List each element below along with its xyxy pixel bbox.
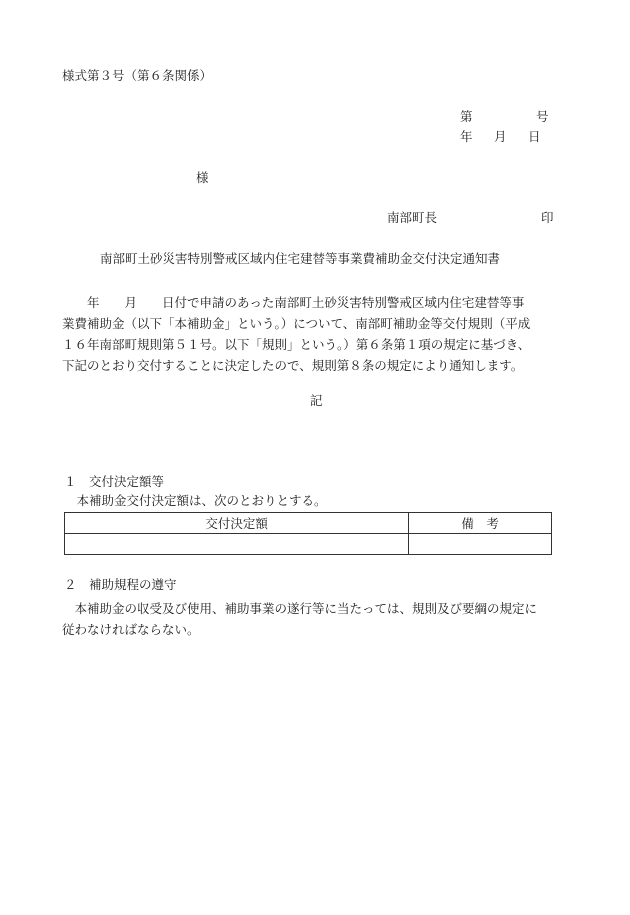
document-title: 南部町土砂災害特別警戒区域内住宅建替等事業費補助金交付決定通知書	[100, 251, 501, 266]
cell-remarks	[409, 534, 552, 555]
section2-text	[62, 598, 592, 640]
date-day-label: 日	[528, 129, 541, 144]
section1-heading: １ 交付決定額等	[64, 474, 165, 489]
document-number-suffix: 号	[536, 109, 549, 124]
section2-line: 従わなければならない。	[62, 622, 200, 637]
addressee-suffix: 様	[196, 170, 209, 185]
date-month-label: 月	[494, 129, 507, 144]
form-label: 様式第３号（第６条関係）	[62, 68, 213, 83]
table-header-row	[65, 513, 552, 534]
issuer-name: 南部町長	[387, 210, 438, 225]
body-line: 年 月 日付で申請のあった南部町土砂災害特別警戒区域内住宅建替等事	[62, 295, 525, 310]
table-row	[65, 534, 552, 555]
document-number-prefix: 第	[460, 109, 473, 124]
ki-heading: 記	[310, 393, 323, 408]
column-header-remarks: 備 考	[409, 513, 552, 534]
body-paragraph	[62, 292, 582, 376]
body-line: １６年南部町規則第５１号。以下「規則」という。）第６条第１項の規定に基づき、	[62, 337, 531, 352]
section2-heading: ２ 補助規程の遵守	[64, 577, 177, 592]
date-year-label: 年	[460, 129, 473, 144]
seal-mark: 印	[541, 210, 554, 225]
body-line: 下記のとおり交付することに決定したので、規則第８条の規定により通知します。	[62, 358, 524, 373]
cell-amount	[65, 534, 409, 555]
section1-text: 本補助金交付決定額は、次のとおりとする。	[64, 493, 327, 508]
column-header-amount: 交付決定額	[65, 513, 409, 534]
section2-line: 本補助金の収受及び使用、補助事業の遂行等に当たっては、規則及び要綱の規定に	[62, 601, 538, 616]
grant-amount-table	[64, 512, 552, 555]
body-line: 業費補助金（以下「本補助金」という。）について、南部町補助金等交付規則（平成	[62, 316, 531, 331]
